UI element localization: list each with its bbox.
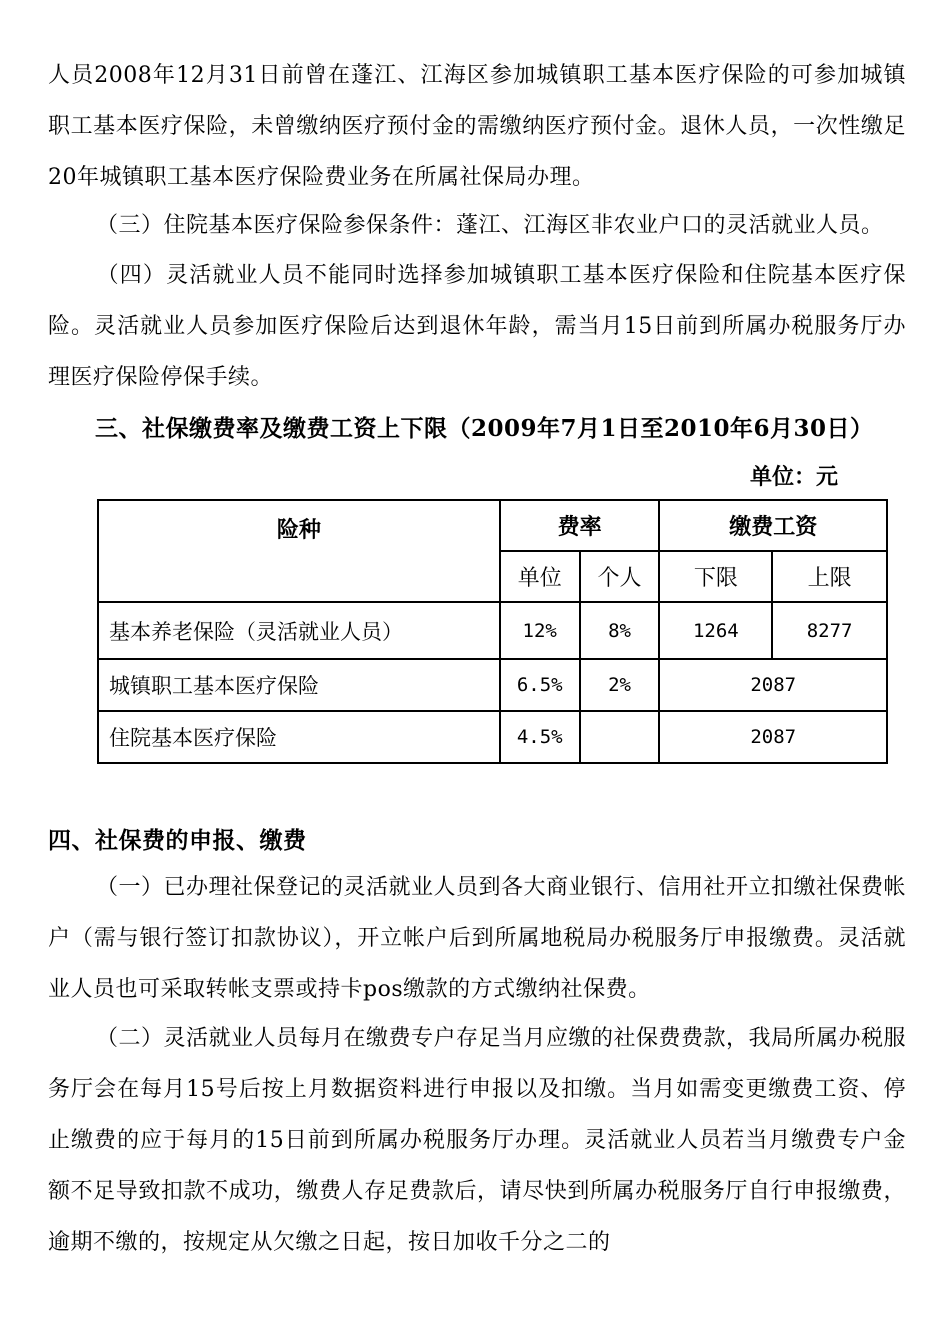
- subheader-lower: 下限: [659, 551, 772, 602]
- header-rate: 费率: [500, 500, 660, 551]
- row-lower: 1264: [659, 602, 772, 659]
- row-wage: 2087: [659, 659, 887, 711]
- section-4-title: 四、社保费的申报、缴费: [48, 827, 307, 854]
- fee-rate-table: [97, 499, 888, 764]
- row-wage: 2087: [659, 711, 887, 763]
- row-unit-rate: 12%: [500, 602, 580, 659]
- section-3-title: 三、社保缴费率及缴费工资上下限（2009年7月1日至2010年6月30日）: [95, 415, 874, 442]
- unit-label: 单位：元: [750, 464, 839, 490]
- paragraph-item-4-text: （四）灵活就业人员不能同时选择参加城镇职工基本医疗保险和住院基本医疗保险。灵活就业人员参加医疗保险后达到退休年龄，需当月15日前到所属办税服务厅办理医疗保险停保手续。: [48, 263, 906, 390]
- table-row: [98, 711, 887, 763]
- row-personal-rate: 8%: [580, 602, 660, 659]
- row-personal-rate: [580, 711, 660, 763]
- row-name: 住院基本医疗保险: [98, 711, 500, 763]
- section-4-paragraph-2-text: （二）灵活就业人员每月在缴费专户存足当月应缴的社保费费款，我局所属办税服务厅会在每月15号后按上月数据资料进行申报以及扣缴。当月如需变更缴费工资、停止缴费的应于每月的15日前到所属办税服务厅办理。灵活就业人员若当月缴费专户金额不足导致扣款不成功，缴费人存足费款后，请尽快到所属办税服务厅自行申报缴费，逾期不缴的，按规定从欠缴之日起，按日加收千分之二的: [48, 1026, 907, 1255]
- row-name: 城镇职工基本医疗保险: [98, 659, 500, 711]
- table-row: [98, 602, 887, 659]
- paragraph-continued: 人员2008年12月31日前曾在蓬江、江海区参加城镇职工基本医疗保险的可参加城镇职工基本医疗保险，未曾缴纳医疗预付金的需缴纳医疗预付金。退休人员，一次性缴足20年城镇职工基本医疗保险费业务在所属社保局办理。: [48, 63, 906, 190]
- subheader-upper: 上限: [772, 551, 887, 602]
- section-4-paragraph-1: [48, 862, 906, 1015]
- row-unit-rate: 4.5%: [500, 711, 580, 763]
- subheader-personal: 个人: [580, 551, 660, 602]
- header-type: 险种: [98, 500, 500, 602]
- row-name: 基本养老保险（灵活就业人员）: [98, 602, 500, 659]
- subheader-unit: 单位: [500, 551, 580, 602]
- header-wage: 缴费工资: [659, 500, 887, 551]
- row-upper: 8277: [772, 602, 887, 659]
- paragraph-item-4: [48, 250, 906, 403]
- section-4-paragraph-1-text: （一）已办理社保登记的灵活就业人员到各大商业银行、信用社开立扣缴社保费帐户（需与银行签订扣款协议），开立帐户后到所属地税局办税服务厅申报缴费。灵活就业人员也可采取转帐支票或持卡pos缴款的方式缴纳社保费。: [48, 875, 907, 1002]
- section-4-paragraph-2: [48, 1013, 906, 1268]
- row-personal-rate: 2%: [580, 659, 660, 711]
- row-unit-rate: 6.5%: [500, 659, 580, 711]
- table-header-row: [98, 500, 887, 551]
- paragraph-item-3: [48, 200, 906, 251]
- table-row: [98, 659, 887, 711]
- paragraph-item-3-text: （三）住院基本医疗保险参保条件：蓬江、江海区非农业户口的灵活就业人员。: [96, 213, 884, 238]
